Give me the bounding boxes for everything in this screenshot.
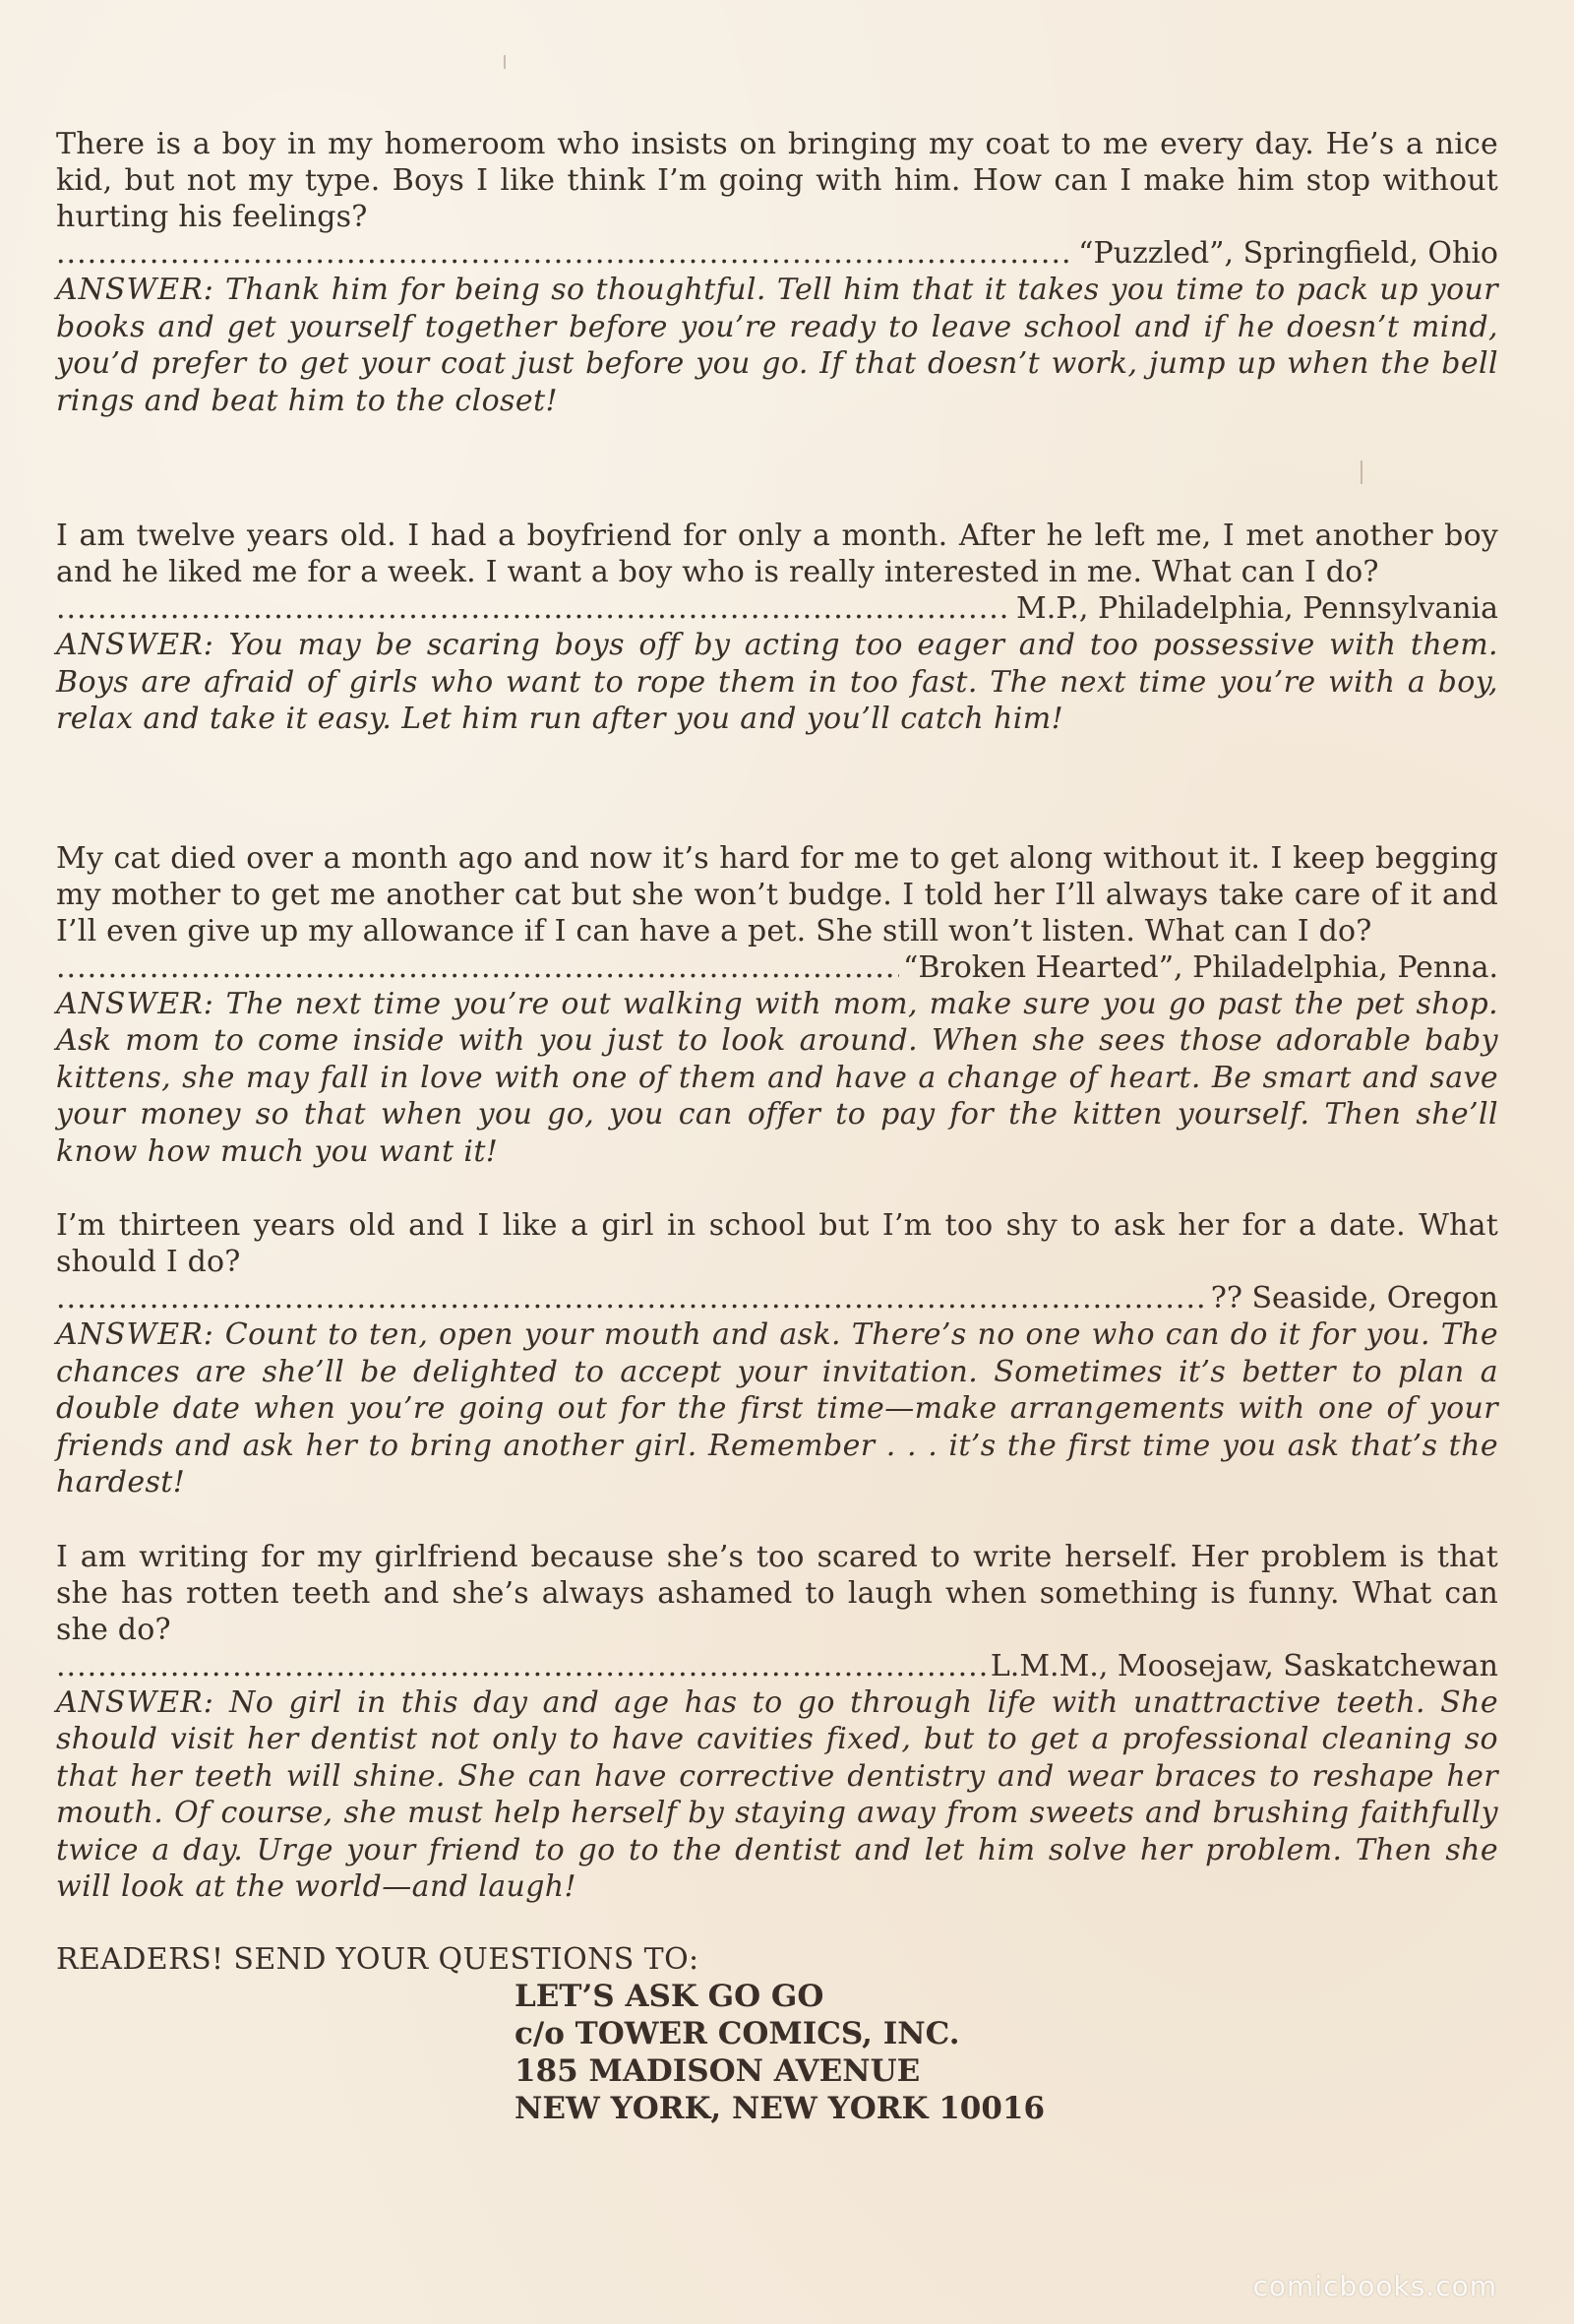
answer-label: ANSWER: (56, 1684, 214, 1720)
letter-answer (56, 627, 1498, 738)
letter-5 (56, 1539, 1498, 1906)
paper-crease-mark (504, 55, 506, 69)
letter-answer (56, 272, 1498, 419)
letter-signature: L.M.M., Moosejaw, Saskatchewan (990, 1648, 1498, 1683)
letter-1 (56, 126, 1498, 419)
answer-label: ANSWER: (56, 273, 214, 307)
signature-row (56, 235, 1498, 272)
letter-2 (56, 518, 1498, 738)
dot-leader (56, 1280, 1207, 1316)
letter-signature: “Broken Hearted”, Philadelphia, Penna. (902, 949, 1498, 985)
answer-text: You may be scaring boys off by acting too eager and too possessive with them. Boys are afraid of girls who want to rope them in too fast. The next time you’re with a boy, relax and take it easy. Let him run after you and you’ll catch him! (56, 628, 1498, 736)
letter-question: I am writing for my girlfriend because she’s too scared to write herself. Her problem is that she has rotten teeth and she’s always ashamed to laugh when something is funny. What can she do? (56, 1539, 1498, 1647)
signature-row (56, 949, 1498, 986)
letter-question: I’m thirteen years old and I like a girl in school but I’m too shy to ask her for a date. What should I do? (56, 1208, 1498, 1279)
signature-row (56, 590, 1498, 627)
address-line: 185 MADISON AVENUE (515, 2052, 921, 2089)
answer-text: Count to ten, open your mouth and ask. There’s no one who can do it for you. The chances are she’ll be delighted to accept your invitation. Sometimes it’s better to plan a double date when you’re going out for the first time—make arrangements with one of your friends and ask her to bring another girl. Remember . . . it’s the first time you ask that’s the hardest! (56, 1317, 1498, 1499)
letter-4 (56, 1207, 1498, 1501)
dot-leader (56, 235, 1074, 272)
answer-label: ANSWER: (56, 1317, 214, 1352)
dot-leader (56, 590, 1012, 627)
mailing-address (515, 1978, 1498, 2127)
letter-answer (56, 1316, 1498, 1501)
answer-label: ANSWER: (56, 628, 214, 662)
watermark: comicbooks.com (1252, 2270, 1497, 2302)
letter-question: I am twelve years old. I had a boyfriend for only a month. After he left me, I met another boy and he liked me for a week. I want a boy who is really interested in me. What can I do? (56, 519, 1498, 589)
answer-text: No girl in this day and age has to go through life with unattractive teeth. She should visit her dentist not only to have cavities fixed, but to get a professional cleaning so that her teeth will shine. She can have corrective dentistry and wear braces to reshape her mouth. Of course, she must help herself by staying away from sweets and brushing faithfully twice a day. Urge your friend to go to the dentist and let him solve her problem. Then she will look at the world—and laugh! (56, 1684, 1498, 1904)
letter-signature: “Puzzled”, Springfield, Ohio (1078, 236, 1498, 271)
answer-label: ANSWER: (56, 986, 214, 1021)
letter-signature: ?? Seaside, Oregon (1210, 1281, 1498, 1315)
address-line: NEW YORK, NEW YORK 10016 (515, 2090, 1046, 2126)
advice-column (56, 126, 1498, 2127)
letter-question: My cat died over a month ago and now it’s hard for me to get along without it. I keep begging my mother to get me another cat but she won’t budge. I told her I’ll always take care of it and I’ll even give up my allowance if I can have a pet. She still won’t listen. What can I do? (56, 840, 1498, 948)
address-line: LET’S ASK GO GO (515, 1978, 824, 2014)
answer-text: Thank him for being so thoughtful. Tell him that it takes you time to pack up your books and get yourself together before you’re ready to leave school and if he doesn’t mind, you’d prefer to get your coat just before you go. If that doesn’t work, jump up when the bell rings and beat him to the closet! (56, 273, 1498, 418)
letter-question: There is a boy in my homeroom who insists on bringing my coat to me every day. He’s a nice kid, but not my type. Boys I like think I’m going with him. How can I make him stop without hurting his feelings? (56, 127, 1498, 234)
address-line: c/o TOWER COMICS, INC. (515, 2015, 960, 2051)
dot-leader (56, 949, 899, 986)
signature-row (56, 1280, 1498, 1316)
dot-leader (56, 1648, 987, 1684)
letter-answer (56, 986, 1498, 1171)
letter-signature: M.P., Philadelphia, Pennsylvania (1016, 591, 1498, 626)
readers-heading: READERS! SEND YOUR QUESTIONS TO: (56, 1941, 699, 1977)
letter-answer (56, 1684, 1498, 1906)
answer-text: The next time you’re out walking with mom, make sure you go past the pet shop. Ask mom to come inside with you just to look around. When she sees those adorable baby kittens, she may fall in love with one of them and have a change of heart. Be smart and save your money so that when you go, you can offer to pay for the kitten yourself. Then she’ll know how much you want it! (56, 986, 1499, 1169)
signature-row (56, 1648, 1498, 1684)
letter-3 (56, 840, 1498, 1171)
